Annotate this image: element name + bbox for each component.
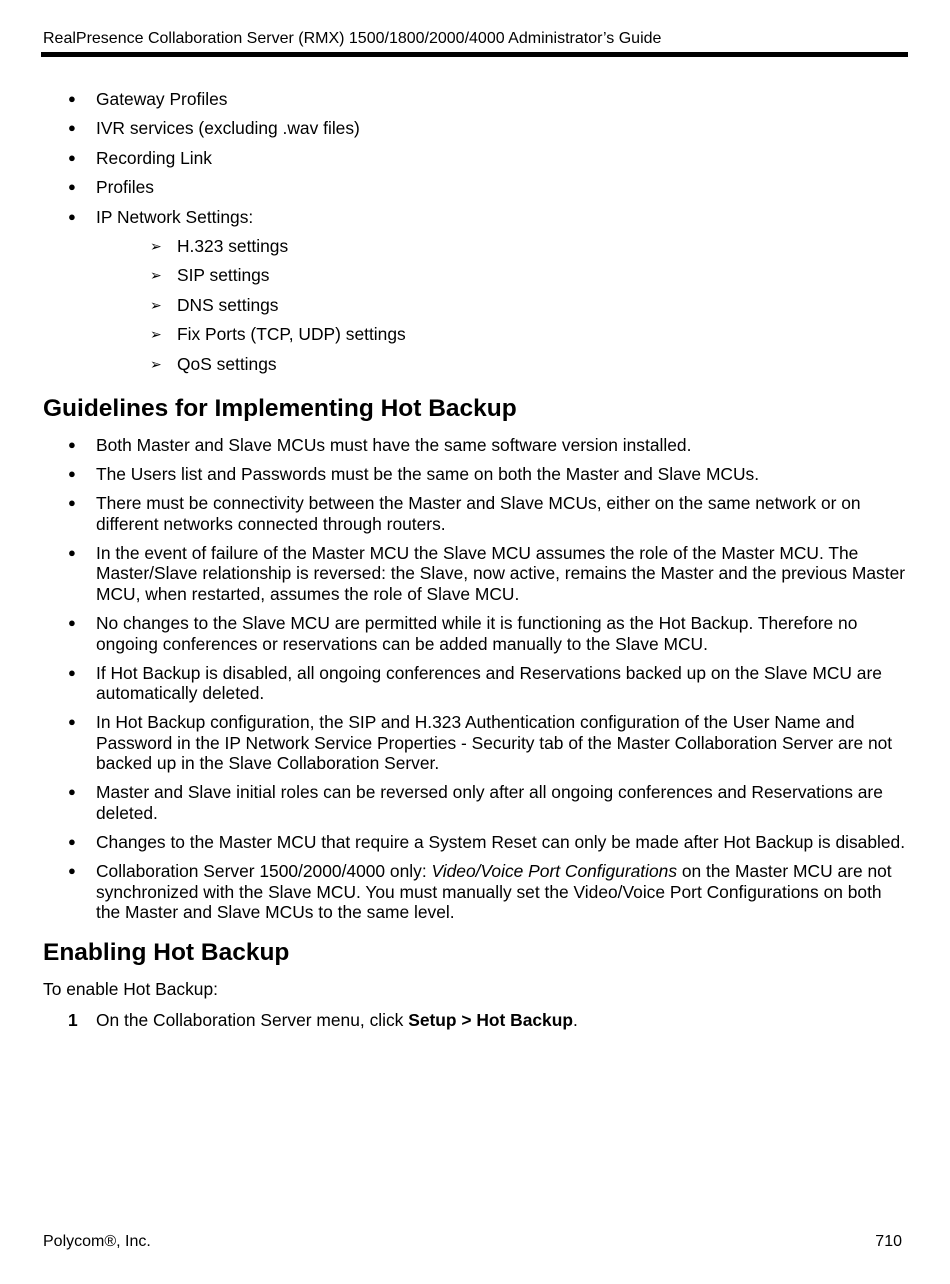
- guidelines-heading: Guidelines for Implementing Hot Backup: [43, 395, 517, 423]
- bullet-icon: ●: [68, 91, 76, 106]
- ip-network-settings-sublist: [96, 236, 907, 374]
- list-item: ● The Users list and Passwords must be the same on both the Master and Slave MCUs.: [68, 464, 760, 485]
- bullet-icon: ●: [68, 120, 76, 136]
- bullet-icon: ●: [68, 149, 76, 165]
- list-item: ● No changes to the Slave MCU are permitted while it is functioning as the Hot Backup. Therefore no ongoing conferences or reservations can be added manually to the Slave MCU.: [68, 613, 858, 654]
- bullet-icon: ●: [68, 863, 76, 879]
- list-item: ● Collaboration Server 1500/2000/4000 only: Video/Voice Port Configurations on the Master MCU are not synchronized with the Slave MCU. You must manually set the Video/Voice Port Configurations on both the Master and Slave MCUs to the same level.: [68, 861, 892, 922]
- arrow-bullet-icon: ➢: [150, 238, 162, 255]
- list-item: ● Changes to the Master MCU that require a System Reset can only be made after Hot Backup is disabled.: [68, 831, 906, 852]
- port-configurations-emphasis: Video/Voice Port Configurations: [431, 861, 678, 882]
- list-item: ● Recording Link: [68, 147, 213, 168]
- header-rule: [41, 52, 908, 57]
- guidelines-list: [43, 435, 907, 922]
- bullet-icon: ●: [68, 466, 76, 482]
- page-content: [43, 89, 907, 1030]
- step-number: 1: [68, 1009, 78, 1030]
- arrow-bullet-icon: ➢: [150, 355, 162, 372]
- arrow-bullet-icon: ➢: [150, 326, 162, 343]
- list-item: ● If Hot Backup is disabled, all ongoing conferences and Reservations backed up on the Slave MCU are automatically deleted.: [68, 662, 882, 704]
- page-number: 710: [875, 1233, 902, 1250]
- enabling-heading: Enabling Hot Backup: [43, 939, 290, 967]
- menu-path: Setup > Hot Backup: [408, 1009, 573, 1030]
- settings-list: [43, 89, 907, 374]
- list-item: ● Both Master and Slave MCUs must have the same software version installed.: [68, 435, 692, 456]
- bullet-icon: ●: [68, 784, 76, 800]
- list-item: ● IP Network Settings: ➢ H.323 settings ➢ SIP settings ➢ DNS settings ➢ Fix Ports (TCP, UDP) settings ➢ QoS settings: [43, 207, 907, 374]
- list-item: ● In the event of failure of the Master MCU the Slave MCU assumes the role of the Master MCU. The Master/Slave relationship is reversed: the Slave, now active, remains the Master and the previous Master MCU, when restarted, assumes the role of Slave MCU.: [68, 543, 906, 604]
- procedure-step: 1 On the Collaboration Server menu, click Setup > Hot Backup.: [68, 1009, 578, 1030]
- list-item: ● In Hot Backup configuration, the SIP and H.323 Authentication configuration of the User Name and Password in the IP Network Service Properties - Security tab of the Master Collaboration Server are not backed up in the Slave Collaboration Server.: [68, 712, 893, 774]
- sub-list-item: ➢ SIP settings: [150, 265, 270, 286]
- bullet-icon: ●: [68, 664, 76, 680]
- list-item: ● IVR services (excluding .wav files): [68, 118, 360, 139]
- bullet-icon: ●: [68, 545, 76, 561]
- intro-paragraph: To enable Hot Backup:: [43, 979, 218, 1000]
- sub-list-item: ➢ QoS settings: [150, 353, 277, 374]
- list-item: ● Profiles: [68, 177, 154, 198]
- bullet-icon: ●: [68, 714, 76, 730]
- page-header: RealPresence Collaboration Server (RMX) 1500/1800/2000/4000 Administrator’s Guide: [43, 30, 662, 47]
- list-item: ● There must be connectivity between the Master and Slave MCUs, either on the same network or on different networks connected through routers.: [68, 493, 861, 534]
- footer-company: Polycom®, Inc.: [43, 1233, 151, 1250]
- bullet-icon: ●: [68, 179, 76, 195]
- sub-list-item: ➢ Fix Ports (TCP, UDP) settings: [150, 324, 406, 345]
- bullet-icon: ●: [68, 437, 76, 453]
- list-item: ● Gateway Profiles: [68, 89, 228, 109]
- arrow-bullet-icon: ➢: [150, 267, 162, 284]
- sub-list-item: ➢ DNS settings: [150, 294, 279, 315]
- bullet-icon: ●: [68, 833, 76, 849]
- arrow-bullet-icon: ➢: [150, 296, 162, 313]
- bullet-icon: ●: [68, 615, 76, 631]
- bullet-icon: ●: [68, 208, 76, 224]
- sub-list-item: ➢ H.323 settings: [150, 236, 289, 257]
- bullet-icon: ●: [68, 495, 76, 511]
- list-item: ● Master and Slave initial roles can be reversed only after all ongoing conferences and Reservations are deleted.: [68, 782, 883, 823]
